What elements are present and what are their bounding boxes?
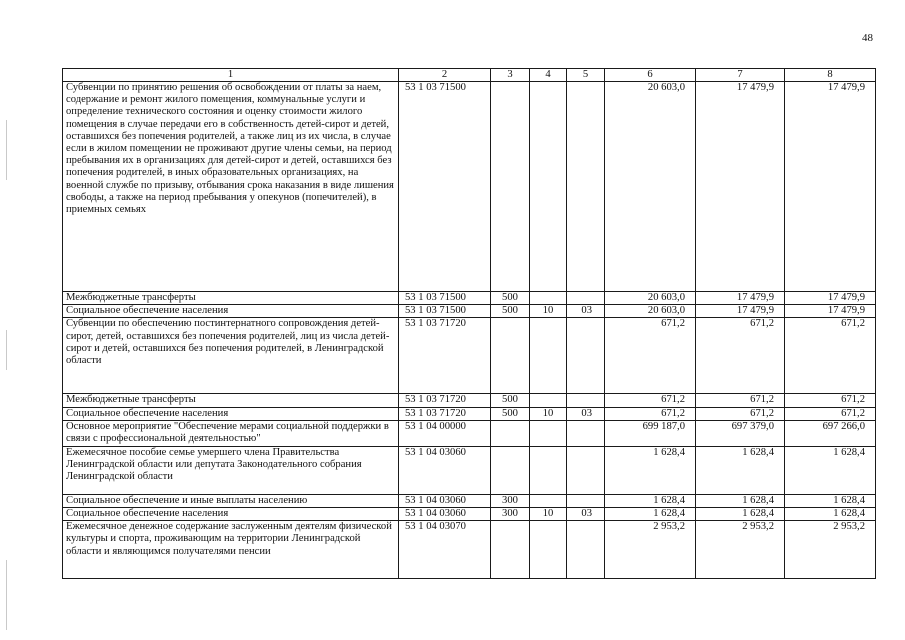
column-header: 5 (567, 69, 605, 82)
expense-type (491, 318, 530, 394)
table-row (63, 394, 876, 407)
column-header: 6 (605, 69, 696, 82)
amount-year-1: 1 628,4 (605, 494, 696, 507)
page-number: 48 (862, 32, 873, 44)
budget-table (62, 68, 876, 579)
subsection (567, 318, 605, 394)
expense-type: 300 (491, 508, 530, 521)
row-name: Ежемесячное денежное содержание заслуженным деятелям физической культуры и спорта, проживающим на территории Ленинградской области и являющимся получателями пенсии (63, 521, 399, 579)
amount-year-2: 2 953,2 (696, 521, 785, 579)
subsection (567, 394, 605, 407)
amount-year-1: 671,2 (605, 394, 696, 407)
scan-margin-mark (6, 560, 7, 630)
amount-year-1: 1 628,4 (605, 446, 696, 494)
table-header-row (63, 69, 876, 82)
column-header: 7 (696, 69, 785, 82)
amount-year-1: 20 603,0 (605, 82, 696, 292)
scan-margin-mark (6, 120, 7, 180)
row-name: Социальное обеспечение и иные выплаты населению (63, 494, 399, 507)
row-name: Ежемесячное пособие семье умершего члена Правительства Ленинградской области или депутата Законодательного собрания Ленинградской области (63, 446, 399, 494)
amount-year-2: 17 479,9 (696, 305, 785, 318)
amount-year-3: 671,2 (785, 318, 876, 394)
section: 10 (530, 305, 567, 318)
amount-year-1: 671,2 (605, 318, 696, 394)
target-code: 53 1 03 71720 (399, 394, 491, 407)
amount-year-1: 699 187,0 (605, 420, 696, 446)
row-name: Субвенции по принятию решения об освобождении от платы за наем, содержание и ремонт жилого помещения, коммунальные услуги и определение технического состояния и оценку стоимости жилого помещения в случае передачи его в собственность детей-сирот и детей, оставшихся без попечения родителей, а также лиц из их числа, в случае если в жилом помещении не проживают другие члены семьи, на период пребывания их в организациях для детей-сирот и детей, оставшихся без попечения родителей, в иных образовательных организациях, на военной службе по призыву, отбывания срока наказания в виде лишения свободы, а также на период пребывания у опекунов (попечителей), в приемных семьях (63, 82, 399, 292)
table-row (63, 494, 876, 507)
subsection (567, 82, 605, 292)
amount-year-1: 1 628,4 (605, 508, 696, 521)
target-code: 53 1 03 71500 (399, 82, 491, 292)
row-name: Социальное обеспечение населения (63, 407, 399, 420)
amount-year-2: 17 479,9 (696, 82, 785, 292)
table-row (63, 82, 876, 292)
section (530, 420, 567, 446)
section (530, 318, 567, 394)
amount-year-1: 20 603,0 (605, 292, 696, 305)
amount-year-1: 20 603,0 (605, 305, 696, 318)
scan-margin-mark (6, 330, 7, 370)
amount-year-2: 17 479,9 (696, 292, 785, 305)
subsection: 03 (567, 407, 605, 420)
target-code: 53 1 03 71720 (399, 318, 491, 394)
row-name: Субвенции по обеспечению постинтернатного сопровождения детей-сирот, детей, оставшихся без попечения родителей, лиц из числа детей-сирот и детей, оставшихся без попечения родителей, в Ленинградской области (63, 318, 399, 394)
column-header: 4 (530, 69, 567, 82)
row-name: Межбюджетные трансферты (63, 292, 399, 305)
amount-year-3: 671,2 (785, 407, 876, 420)
amount-year-2: 1 628,4 (696, 508, 785, 521)
subsection: 03 (567, 508, 605, 521)
section (530, 521, 567, 579)
column-header: 3 (491, 69, 530, 82)
target-code: 53 1 04 03060 (399, 446, 491, 494)
table-row (63, 420, 876, 446)
target-code: 53 1 03 71720 (399, 407, 491, 420)
table-row (63, 292, 876, 305)
section (530, 494, 567, 507)
target-code: 53 1 04 03060 (399, 508, 491, 521)
section (530, 292, 567, 305)
expense-type: 500 (491, 394, 530, 407)
expense-type: 500 (491, 305, 530, 318)
row-name: Межбюджетные трансферты (63, 394, 399, 407)
section: 10 (530, 508, 567, 521)
table-row (63, 407, 876, 420)
table-row (63, 446, 876, 494)
amount-year-3: 697 266,0 (785, 420, 876, 446)
expense-type: 500 (491, 407, 530, 420)
subsection (567, 420, 605, 446)
amount-year-1: 671,2 (605, 407, 696, 420)
amount-year-2: 1 628,4 (696, 494, 785, 507)
subsection: 03 (567, 305, 605, 318)
table-row (63, 318, 876, 394)
table-row (63, 508, 876, 521)
section (530, 394, 567, 407)
amount-year-3: 17 479,9 (785, 82, 876, 292)
row-name: Социальное обеспечение населения (63, 305, 399, 318)
expense-type (491, 82, 530, 292)
amount-year-2: 697 379,0 (696, 420, 785, 446)
subsection (567, 494, 605, 507)
table-row (63, 305, 876, 318)
subsection (567, 446, 605, 494)
column-header: 1 (63, 69, 399, 82)
column-header: 8 (785, 69, 876, 82)
target-code: 53 1 03 71500 (399, 305, 491, 318)
row-name: Социальное обеспечение населения (63, 508, 399, 521)
expense-type (491, 420, 530, 446)
amount-year-3: 2 953,2 (785, 521, 876, 579)
amount-year-3: 17 479,9 (785, 305, 876, 318)
amount-year-2: 671,2 (696, 407, 785, 420)
target-code: 53 1 04 00000 (399, 420, 491, 446)
amount-year-3: 17 479,9 (785, 292, 876, 305)
subsection (567, 521, 605, 579)
subsection (567, 292, 605, 305)
amount-year-1: 2 953,2 (605, 521, 696, 579)
section: 10 (530, 407, 567, 420)
row-name: Основное мероприятие "Обеспечение мерами социальной поддержки в связи с профессиональной деятельностью" (63, 420, 399, 446)
expense-type: 500 (491, 292, 530, 305)
amount-year-2: 1 628,4 (696, 446, 785, 494)
amount-year-3: 1 628,4 (785, 494, 876, 507)
table-row (63, 521, 876, 579)
target-code: 53 1 03 71500 (399, 292, 491, 305)
expense-type (491, 446, 530, 494)
expense-type (491, 521, 530, 579)
section (530, 82, 567, 292)
target-code: 53 1 04 03060 (399, 494, 491, 507)
section (530, 446, 567, 494)
expense-type: 300 (491, 494, 530, 507)
amount-year-2: 671,2 (696, 394, 785, 407)
amount-year-3: 671,2 (785, 394, 876, 407)
target-code: 53 1 04 03070 (399, 521, 491, 579)
column-header: 2 (399, 69, 491, 82)
amount-year-2: 671,2 (696, 318, 785, 394)
amount-year-3: 1 628,4 (785, 508, 876, 521)
amount-year-3: 1 628,4 (785, 446, 876, 494)
